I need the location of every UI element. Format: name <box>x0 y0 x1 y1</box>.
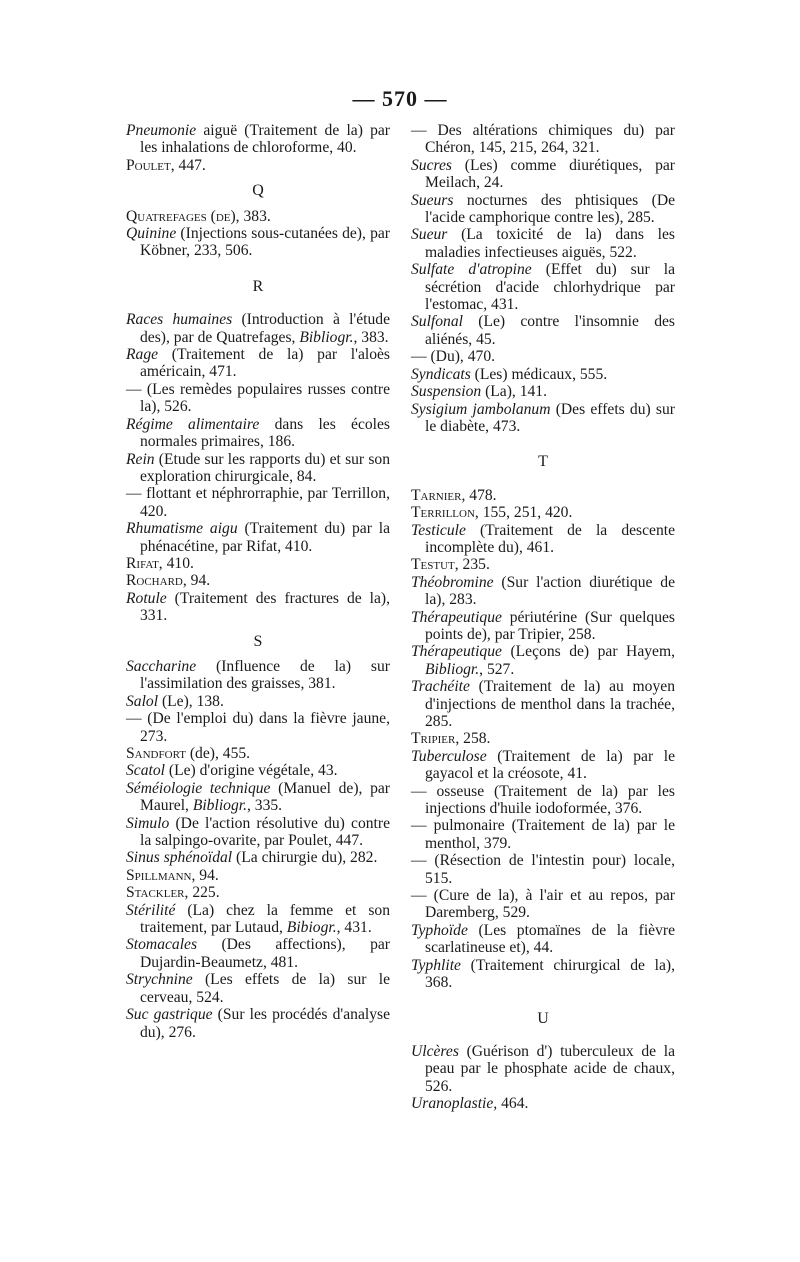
index-entry <box>126 815 390 850</box>
index-entry <box>411 609 675 644</box>
index-entry <box>411 401 675 436</box>
index-term: Quinine <box>126 225 177 243</box>
entry-text: 464. <box>497 1095 529 1113</box>
index-entry <box>126 867 390 884</box>
bibliography-ref: Bibliogr. <box>192 797 247 815</box>
entry-text: (Introduction à l'étude des), par de Quatrefages, <box>140 311 391 346</box>
index-term: Sucres <box>411 156 452 174</box>
index-entry <box>411 504 675 521</box>
author-name: Rifat, <box>126 554 163 572</box>
entry-text: (Etude sur les rapports du) et sur son exploration chirurgicale, 84. <box>140 450 390 485</box>
author-name: Sandfort <box>126 745 186 762</box>
entry-text: (Le), 138. <box>158 692 224 710</box>
author-name: Rochard, <box>126 572 187 590</box>
entry-text: périutérine (Sur quelques points de), par Tripier, 258. <box>425 608 675 643</box>
entry-text: (Traitement de la descente incomplète du), 461. <box>425 521 675 556</box>
entry-text: — (Les remèdes populaires russes contre la), 526. <box>126 380 390 416</box>
index-entry <box>126 658 390 693</box>
index-entry <box>411 748 675 783</box>
index-term: Suspension <box>411 383 482 401</box>
entry-text: (La toxicité de la) dans les maladies infectieuses aiguës, 522. <box>425 226 675 261</box>
entry-text: (Les effets de la) sur le cerveau, 524. <box>140 971 390 1006</box>
index-term: Syndicats <box>411 365 471 383</box>
index-entry <box>126 902 390 937</box>
index-entry <box>126 884 390 901</box>
index-term: Trachéite <box>411 678 470 696</box>
entry-text: (Guérison d') tuberculeux de la peau par le phosphate acide de chaux, 526. <box>425 1042 675 1095</box>
author-name: Tarnier, <box>411 486 466 504</box>
section-letter: R <box>252 277 264 295</box>
index-entry <box>411 678 675 730</box>
entry-text: (Influence de la) sur l'assimilation des graisses, 381. <box>140 657 390 693</box>
index-entry <box>411 1095 675 1112</box>
entry-text: (Le) contre l'insomnie des aliénés, 45. <box>425 313 675 348</box>
index-entry <box>126 346 390 381</box>
index-term: Sulfate d'atropine <box>411 261 532 279</box>
index-term: Régime alimentaire <box>126 415 260 433</box>
index-entry <box>411 157 675 192</box>
index-term: Pneumonie <box>126 122 197 139</box>
section-letter: U <box>537 1009 549 1027</box>
entry-text: — flottant et néphrorraphie, par Terrillon, 420. <box>126 485 390 520</box>
entry-text: — (Cure de la), à l'air et au repos, par Daremberg, 529. <box>411 887 675 922</box>
index-term: Théobromine <box>411 573 494 591</box>
entry-text: (La) chez la femme et son traitement, par Lutaud, <box>140 901 390 937</box>
entry-text: 94. <box>195 866 219 884</box>
bibliography-ref: Bibiogr. <box>286 919 337 937</box>
index-entry <box>411 522 675 557</box>
index-column-left <box>126 122 390 1041</box>
entry-text: (Traitement de la) par le gayacol et la créosote, 41. <box>425 747 675 783</box>
index-term: Thérapeutique <box>411 643 502 661</box>
index-entry <box>126 745 390 762</box>
index-term: Rein <box>126 450 155 468</box>
index-entry <box>411 383 675 400</box>
entry-text: (Traitement du) par la phénacétine, par Rifat, 410. <box>140 520 390 555</box>
index-term: Stérilité <box>126 901 176 919</box>
index-entry <box>411 957 675 992</box>
index-entry <box>126 1006 390 1041</box>
entry-text: — (Résection de l'intestin pour) locale, 515. <box>411 852 675 887</box>
index-entry <box>126 710 390 745</box>
index-term: Séméiologie technique <box>126 779 271 797</box>
entry-text: nocturnes des phtisiques (De l'acide camphorique contre les), 285. <box>425 191 675 227</box>
entry-text: aiguë (Traitement de la) par les inhalations de chloroforme, 40. <box>140 122 390 157</box>
index-entry <box>126 485 390 520</box>
index-entry <box>126 520 390 555</box>
author-name: Quatrefages (de), <box>126 207 240 225</box>
index-entry <box>411 887 675 922</box>
entry-text: (de), 455. <box>185 745 251 762</box>
bibliography-ref: Bibliogr. <box>425 660 480 678</box>
index-entry <box>126 311 390 346</box>
index-entry <box>126 693 390 710</box>
index-term: Sulfonal <box>411 313 463 331</box>
index-entry <box>126 849 390 866</box>
entry-text: (La), 141. <box>481 383 547 401</box>
entry-text: — (De l'emploi du) dans la fièvre jaune, 273. <box>126 710 390 745</box>
index-term: Races humaines <box>126 311 233 329</box>
entry-text: (Traitement de la) au moyen d'injections de menthol dans la trachée, 285. <box>425 678 675 730</box>
index-entry <box>411 574 675 609</box>
entry-text: (Sur l'action diurétique de la), 283. <box>425 573 675 609</box>
index-term: Testicule <box>411 521 466 539</box>
index-entry <box>126 590 390 625</box>
entry-text: (Des affections), par Dujardin-Beaumetz, 481. <box>140 936 390 971</box>
index-term: Thérapeutique <box>411 608 502 626</box>
index-term: Rotule <box>126 589 167 607</box>
entry-text: (Traitement chirurgical de la), 368. <box>425 956 675 992</box>
entry-text: (Effet du) sur la sécrétion d'acide chlorhydrique par l'estomac, 431. <box>425 261 675 314</box>
index-column-right <box>411 122 675 1113</box>
index-entry <box>126 451 390 486</box>
section-letter: S <box>253 632 263 650</box>
index-term: Uranoplastie, <box>411 1095 498 1113</box>
entry-text: 155, 251, 420. <box>478 504 573 522</box>
index-entry <box>411 122 675 157</box>
index-entry <box>411 226 675 261</box>
author-name: Tripier, <box>411 730 460 748</box>
index-term: Typhoïde <box>411 921 468 939</box>
author-name: Testut, <box>411 556 459 574</box>
index-term: Salol <box>126 692 159 710</box>
index-entry <box>411 817 675 852</box>
page-number: — 570 — <box>352 86 448 111</box>
entry-text: — osseuse (Traitement de la) par les injections d'huile iodoformée, 376. <box>411 782 675 818</box>
entry-text: 447. <box>174 156 206 174</box>
index-entry <box>411 366 675 383</box>
index-entry <box>126 416 390 451</box>
entry-text: 410. <box>162 554 194 572</box>
index-entry <box>126 780 390 815</box>
author-name: Poulet, <box>126 156 175 174</box>
index-term: Rage <box>126 346 159 364</box>
entry-text: — (Du), 470. <box>411 348 496 366</box>
index-entry <box>126 381 390 416</box>
entry-text: (La chirurgie du), 282. <box>232 849 378 867</box>
section-letter: Q <box>252 182 264 200</box>
entry-text: — pulmonaire (Traitement de la) par le menthol, 379. <box>411 817 675 852</box>
entry-text: , 527. <box>479 660 515 678</box>
index-entry <box>126 971 390 1006</box>
index-term: Strychnine <box>126 971 193 989</box>
entry-text: (Leçons de) par Hayem, <box>501 643 675 661</box>
index-entry <box>411 730 675 747</box>
section-letter: T <box>538 453 548 471</box>
index-entry <box>411 261 675 313</box>
entry-text: 235. <box>458 556 490 574</box>
author-name: Stackler, <box>126 884 189 902</box>
index-entry <box>411 192 675 227</box>
index-entry <box>126 208 390 225</box>
entry-text: dans les écoles normales primaires, 186. <box>140 415 390 451</box>
entry-text: (Traitement de la) par l'aloès américain, 471. <box>140 346 390 381</box>
entry-text: , 335. <box>246 797 283 815</box>
index-entry <box>411 643 675 678</box>
author-name: Spillmann, <box>126 866 196 884</box>
index-entry <box>411 556 675 573</box>
index-entry <box>411 348 675 365</box>
index-term: Sueurs <box>411 191 454 209</box>
entry-text: (Sur les procédés d'analyse du), 276. <box>140 1006 390 1041</box>
entry-text: , 383. <box>353 328 389 346</box>
author-name: Terrillon, <box>411 504 479 522</box>
index-term: Sinus sphénoïdal <box>126 849 233 867</box>
entry-text: (Traitement des fractures de la), 331. <box>140 589 390 625</box>
index-entry <box>126 555 390 572</box>
index-term: Suc gastrique <box>126 1006 213 1024</box>
entry-text: — Des altérations chimiques du) par Chéron, 145, 215, 264, 321. <box>411 122 675 157</box>
index-entry <box>126 122 390 157</box>
index-term: Scatol <box>126 762 165 780</box>
entry-text: 383. <box>239 207 271 225</box>
entry-text: (Des effets du) sur le diabète, 473. <box>425 400 675 435</box>
entry-text: 94. <box>186 572 211 590</box>
index-entry <box>126 936 390 971</box>
entry-text: , 431. <box>336 919 372 937</box>
index-entry <box>411 852 675 887</box>
entry-text: (Le) d'origine végétale, 43. <box>164 762 338 780</box>
index-entry <box>126 762 390 779</box>
index-term: Typhlite <box>411 956 461 974</box>
entry-text: (Manuel de), par Maurel, <box>140 779 390 815</box>
entry-text: 225. <box>188 884 220 902</box>
entry-text: 258. <box>459 730 491 748</box>
index-entry <box>126 157 390 174</box>
index-entry <box>411 1043 675 1095</box>
entry-text: (Injections sous-cutanées de), par Köbner, 233, 506. <box>140 225 390 260</box>
index-entry <box>411 313 675 348</box>
index-entry <box>126 225 390 260</box>
entry-text: 478. <box>465 486 497 504</box>
index-term: Tuberculose <box>411 747 487 765</box>
index-term: Sueur <box>411 226 448 244</box>
index-term: Simulo <box>126 814 170 832</box>
index-term: Sysigium jambolanum <box>411 400 551 418</box>
index-term: Ulcères <box>411 1042 459 1060</box>
index-term: Rhumatisme aigu <box>126 520 238 538</box>
index-entry <box>411 922 675 957</box>
entry-text: (De l'action résolutive du) contre la salpingo-ovarite, par Poulet, 447. <box>140 814 390 850</box>
entry-text: (Les) médicaux, 555. <box>470 365 608 383</box>
entry-text: (Les ptomaïnes de la fièvre scarlatineuse et), 44. <box>425 921 675 957</box>
index-term: Stomacales <box>126 936 198 954</box>
index-entry <box>126 572 390 589</box>
index-entry <box>411 487 675 504</box>
index-entry <box>411 783 675 818</box>
entry-text: (Les) comme diurétiques, par Meilach, 24. <box>425 156 675 192</box>
index-term: Saccharine <box>126 657 197 675</box>
bibliography-ref: Bibliogr. <box>299 328 354 346</box>
